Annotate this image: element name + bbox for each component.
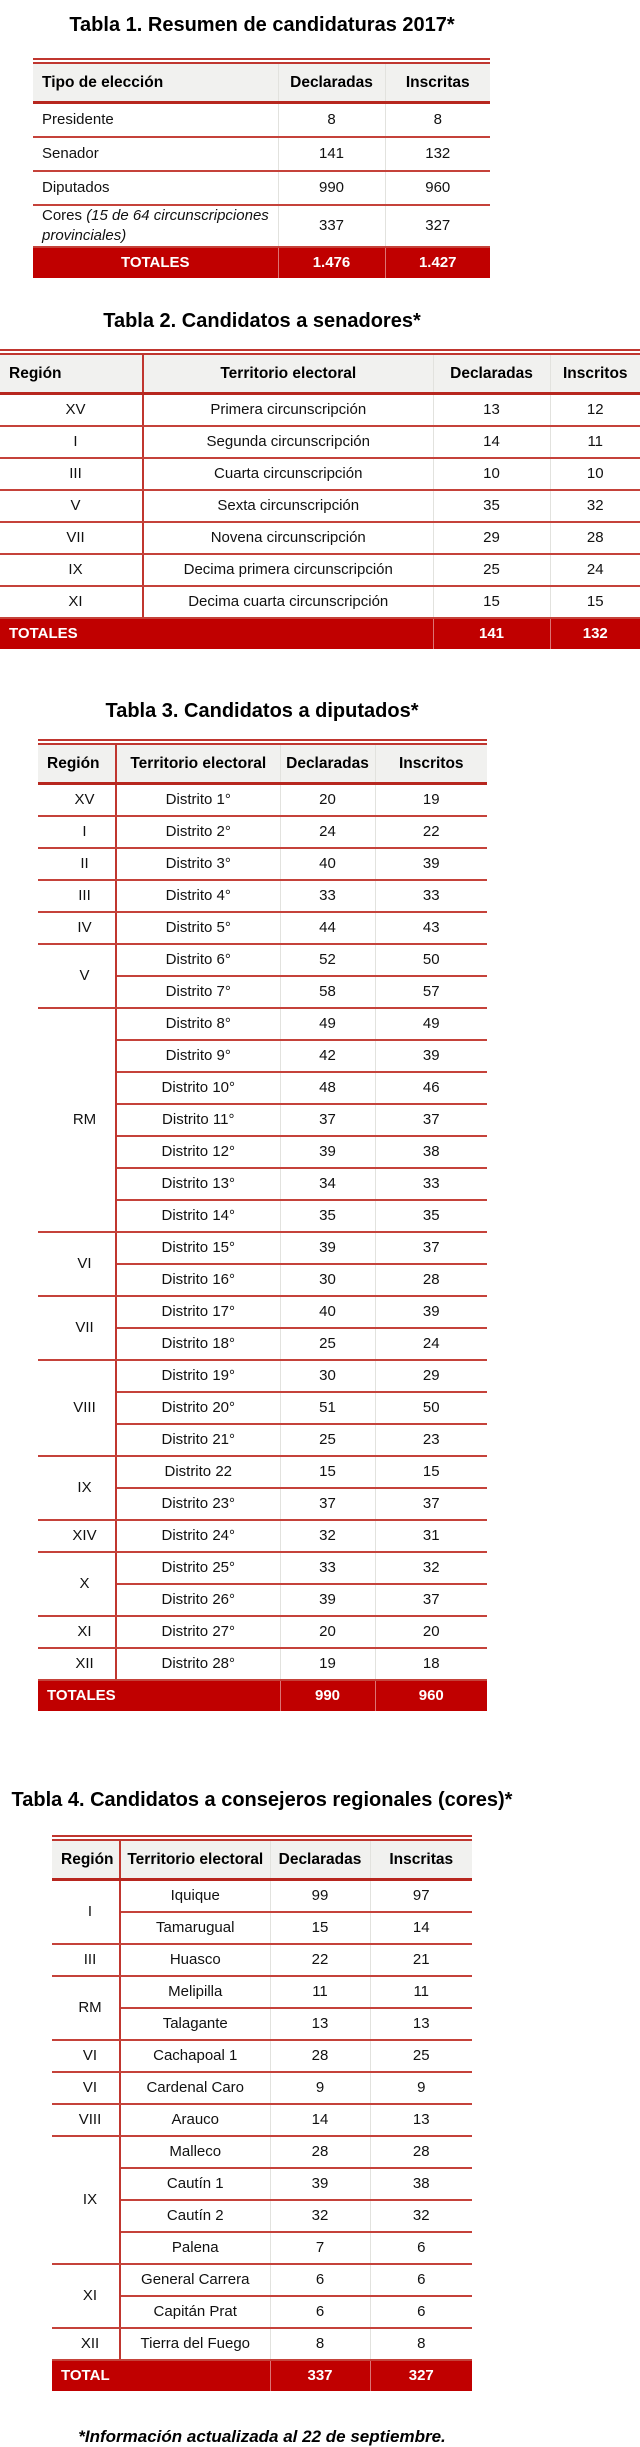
declared-cell: 39 (280, 1232, 375, 1264)
footnote: *Información actualizada al 22 de septiembre. (78, 2427, 446, 2446)
territory-cell: Segunda circunscripción (143, 426, 433, 458)
table-row (38, 1552, 487, 1584)
table-4-frame (52, 1835, 472, 2391)
inscribed-cell: 6 (370, 2296, 472, 2328)
declared-cell: 40 (280, 1296, 375, 1328)
territory-cell: Decima primera circunscripción (143, 554, 433, 586)
totals-label: TOTAL (52, 2360, 270, 2391)
inscribed-cell: 49 (375, 1008, 487, 1040)
declared-cell: 32 (280, 1520, 375, 1552)
table-row (52, 2104, 472, 2136)
table-row (0, 490, 640, 522)
declared-cell: 39 (280, 1584, 375, 1616)
declared-cell: 337 (278, 205, 385, 247)
inscribed-cell: 21 (370, 1944, 472, 1976)
header-row (52, 1840, 472, 1880)
declared-cell: 15 (270, 1912, 370, 1944)
table-row (38, 816, 487, 848)
table-3-section (0, 698, 640, 1711)
inscribed-cell: 31 (375, 1520, 487, 1552)
declared-cell: 6 (270, 2264, 370, 2296)
inscribed-cell: 132 (385, 137, 490, 171)
label-text: Diputados (42, 179, 110, 196)
territory-cell: Distrito 19° (116, 1360, 280, 1392)
territory-cell: Melipilla (120, 1976, 270, 2008)
region-cell: RM (52, 1976, 120, 2040)
table-row (52, 1976, 472, 2008)
inscribed-cell: 6 (370, 2232, 472, 2264)
territory-cell: Novena circunscripción (143, 522, 433, 554)
inscribed-cell: 46 (375, 1072, 487, 1104)
inscribed-cell: 23 (375, 1424, 487, 1456)
declared-cell: 9 (270, 2072, 370, 2104)
column-header: Tipo de elección (33, 63, 278, 103)
table-row (52, 2328, 472, 2360)
declared-cell: 29 (433, 522, 550, 554)
inscribed-cell: 37 (375, 1232, 487, 1264)
table-row (52, 1880, 472, 1913)
column-header: Inscritas (385, 63, 490, 103)
inscribed-cell: 8 (370, 2328, 472, 2360)
territory-cell: Distrito 21° (116, 1424, 280, 1456)
inscribed-cell: 33 (375, 880, 487, 912)
territory-cell: Distrito 13° (116, 1168, 280, 1200)
declared-cell: 30 (280, 1264, 375, 1296)
declared-cell: 22 (270, 1944, 370, 1976)
inscribed-cell: 32 (375, 1552, 487, 1584)
totals-row (38, 1680, 487, 1711)
inscribed-cell: 960 (385, 171, 490, 205)
table-row (38, 1008, 487, 1040)
territory-cell: Distrito 27° (116, 1616, 280, 1648)
territory-cell: Distrito 26° (116, 1584, 280, 1616)
table-row (38, 1520, 487, 1552)
inscribed-cell: 39 (375, 1296, 487, 1328)
declared-cell: 14 (433, 426, 550, 458)
table-row (52, 2040, 472, 2072)
column-header: Región (52, 1840, 120, 1880)
column-header: Territorio electoral (120, 1840, 270, 1880)
inscribed-cell: 29 (375, 1360, 487, 1392)
declared-cell: 13 (270, 2008, 370, 2040)
totals-row (33, 247, 490, 278)
inscribed-cell: 20 (375, 1616, 487, 1648)
region-cell: IX (0, 554, 143, 586)
declared-cell: 30 (280, 1360, 375, 1392)
inscribed-cell: 37 (375, 1584, 487, 1616)
region-cell: II (38, 848, 116, 880)
column-header: Región (38, 744, 116, 784)
table-4-section (0, 1787, 640, 2391)
declared-cell: 49 (280, 1008, 375, 1040)
territory-cell: Distrito 4° (116, 880, 280, 912)
table-1-section (0, 12, 640, 278)
inscribed-cell: 38 (370, 2168, 472, 2200)
declared-cell: 13 (433, 394, 550, 427)
table-row (0, 394, 640, 427)
table-row (38, 1296, 487, 1328)
region-cell: X (38, 1552, 116, 1616)
region-cell: XV (38, 784, 116, 817)
declared-cell: 28 (270, 2136, 370, 2168)
region-cell: IX (52, 2136, 120, 2264)
inscribed-cell: 11 (550, 426, 640, 458)
declared-cell: 25 (280, 1328, 375, 1360)
inscribed-cell: 24 (375, 1328, 487, 1360)
totals-inscribed: 1.427 (385, 247, 490, 278)
territory-cell: Distrito 11° (116, 1104, 280, 1136)
declared-cell: 28 (270, 2040, 370, 2072)
inscribed-cell: 13 (370, 2104, 472, 2136)
territory-cell: Distrito 18° (116, 1328, 280, 1360)
declared-cell: 99 (270, 1880, 370, 1913)
inscribed-cell: 50 (375, 1392, 487, 1424)
territory-cell: Distrito 20° (116, 1392, 280, 1424)
territory-cell: Decima cuarta circunscripción (143, 586, 433, 618)
declared-cell: 51 (280, 1392, 375, 1424)
region-cell: XIV (38, 1520, 116, 1552)
territory-cell: Cuarta circunscripción (143, 458, 433, 490)
territory-cell: Primera circunscripción (143, 394, 433, 427)
table-row (0, 458, 640, 490)
inscribed-cell: 25 (370, 2040, 472, 2072)
inscribed-cell: 37 (375, 1488, 487, 1520)
inscribed-cell: 38 (375, 1136, 487, 1168)
inscribed-cell: 37 (375, 1104, 487, 1136)
totals-row (0, 618, 640, 649)
territory-cell: Capitán Prat (120, 2296, 270, 2328)
inscribed-cell: 24 (550, 554, 640, 586)
territory-cell: Distrito 3° (116, 848, 280, 880)
region-cell: III (38, 880, 116, 912)
inscribed-cell: 14 (370, 1912, 472, 1944)
territory-cell: Tamarugual (120, 1912, 270, 1944)
inscribed-cell: 15 (375, 1456, 487, 1488)
column-header: Inscritos (550, 354, 640, 394)
inscribed-cell: 39 (375, 1040, 487, 1072)
table-2 (0, 353, 640, 649)
inscribed-cell: 9 (370, 2072, 472, 2104)
declared-cell: 24 (280, 816, 375, 848)
declared-cell: 11 (270, 1976, 370, 2008)
table-row (52, 1944, 472, 1976)
table-4-title: Tabla 4. Candidatos a consejeros regionales (cores)* (11, 1789, 513, 1811)
region-cell: III (0, 458, 143, 490)
declared-cell: 14 (270, 2104, 370, 2136)
declared-cell: 6 (270, 2296, 370, 2328)
inscribed-cell: 15 (550, 586, 640, 618)
declared-cell: 990 (278, 171, 385, 205)
region-cell: III (52, 1944, 120, 1976)
declared-cell: 34 (280, 1168, 375, 1200)
region-cell: RM (38, 1008, 116, 1232)
inscribed-cell: 11 (370, 1976, 472, 2008)
totals-inscribed: 132 (550, 618, 640, 649)
region-cell: I (0, 426, 143, 458)
territory-cell: Distrito 10° (116, 1072, 280, 1104)
region-cell: VII (38, 1296, 116, 1360)
inscribed-cell: 43 (375, 912, 487, 944)
region-cell: XII (52, 2328, 120, 2360)
region-cell: VIII (52, 2104, 120, 2136)
table-row (52, 2136, 472, 2168)
declared-cell: 35 (433, 490, 550, 522)
declared-cell: 25 (280, 1424, 375, 1456)
territory-cell: Sexta circunscripción (143, 490, 433, 522)
territory-cell: Distrito 25° (116, 1552, 280, 1584)
territory-cell: Distrito 28° (116, 1648, 280, 1680)
region-cell: XII (38, 1648, 116, 1680)
inscribed-cell: 28 (370, 2136, 472, 2168)
totals-label: TOTALES (0, 618, 433, 649)
inscribed-cell: 22 (375, 816, 487, 848)
inscribed-cell: 13 (370, 2008, 472, 2040)
totals-declared: 990 (280, 1680, 375, 1711)
declared-cell: 48 (280, 1072, 375, 1104)
table-1-title: Tabla 1. Resumen de candidaturas 2017* (69, 14, 455, 36)
table-row (38, 1360, 487, 1392)
inscribed-cell: 50 (375, 944, 487, 976)
inscribed-cell: 32 (550, 490, 640, 522)
declared-cell: 20 (280, 784, 375, 817)
totals-label: TOTALES (33, 247, 278, 278)
territory-cell: Distrito 23° (116, 1488, 280, 1520)
declared-cell: 7 (270, 2232, 370, 2264)
declared-cell: 20 (280, 1616, 375, 1648)
table-4 (52, 1839, 472, 2391)
declared-cell: 37 (280, 1488, 375, 1520)
table-row (38, 1232, 487, 1264)
territory-cell: Distrito 14° (116, 1200, 280, 1232)
label-note: (15 de 64 circunscripciones provinciales) (42, 207, 269, 244)
label-cell (33, 103, 278, 138)
column-header: Inscritos (375, 744, 487, 784)
label-cell (33, 205, 278, 247)
declared-cell: 15 (280, 1456, 375, 1488)
declared-cell: 40 (280, 848, 375, 880)
declared-cell: 42 (280, 1040, 375, 1072)
table-2-section (0, 308, 640, 649)
table-1-frame (33, 58, 490, 278)
header-row (0, 354, 640, 394)
totals-row (52, 2360, 472, 2391)
totals-inscribed: 327 (370, 2360, 472, 2391)
table-row (38, 848, 487, 880)
territory-cell: Iquique (120, 1880, 270, 1913)
region-cell: VIII (38, 1360, 116, 1456)
declared-cell: 44 (280, 912, 375, 944)
territory-cell: Distrito 8° (116, 1008, 280, 1040)
table-2-frame (0, 349, 640, 649)
territory-cell: Distrito 22 (116, 1456, 280, 1488)
column-header: Declaradas (280, 744, 375, 784)
inscribed-cell: 97 (370, 1880, 472, 1913)
territory-cell: Cautín 2 (120, 2200, 270, 2232)
table-row (33, 103, 490, 138)
column-header: Declaradas (270, 1840, 370, 1880)
territory-cell: Distrito 1° (116, 784, 280, 817)
label-text: Presidente (42, 111, 114, 128)
territory-cell: Huasco (120, 1944, 270, 1976)
table-row (38, 1648, 487, 1680)
declared-cell: 39 (280, 1136, 375, 1168)
territory-cell: Distrito 2° (116, 816, 280, 848)
inscribed-cell: 6 (370, 2264, 472, 2296)
table-3 (38, 743, 487, 1711)
inscribed-cell: 18 (375, 1648, 487, 1680)
declared-cell: 32 (270, 2200, 370, 2232)
declared-cell: 8 (278, 103, 385, 138)
declared-cell: 58 (280, 976, 375, 1008)
declared-cell: 39 (270, 2168, 370, 2200)
totals-declared: 1.476 (278, 247, 385, 278)
declared-cell: 141 (278, 137, 385, 171)
table-row (52, 2264, 472, 2296)
inscribed-cell: 8 (385, 103, 490, 138)
table-row (33, 205, 490, 247)
territory-cell: Talagante (120, 2008, 270, 2040)
label-text: Senador (42, 145, 99, 162)
territory-cell: Distrito 24° (116, 1520, 280, 1552)
declared-cell: 37 (280, 1104, 375, 1136)
table-row (0, 586, 640, 618)
column-header: Declaradas (433, 354, 550, 394)
territory-cell: Tierra del Fuego (120, 2328, 270, 2360)
region-cell: V (0, 490, 143, 522)
territory-cell: Arauco (120, 2104, 270, 2136)
table-row (0, 522, 640, 554)
table-row (0, 426, 640, 458)
label-text: Cores (42, 207, 87, 224)
column-header: Región (0, 354, 143, 394)
region-cell: VII (0, 522, 143, 554)
territory-cell: Cautín 1 (120, 2168, 270, 2200)
totals-declared: 337 (270, 2360, 370, 2391)
declared-cell: 35 (280, 1200, 375, 1232)
territory-cell: Palena (120, 2232, 270, 2264)
declared-cell: 25 (433, 554, 550, 586)
column-header: Inscritas (370, 1840, 472, 1880)
table-row (38, 1456, 487, 1488)
table-row (33, 137, 490, 171)
inscribed-cell: 12 (550, 394, 640, 427)
declared-cell: 52 (280, 944, 375, 976)
territory-cell: Cachapoal 1 (120, 2040, 270, 2072)
region-cell: I (38, 816, 116, 848)
region-cell: V (38, 944, 116, 1008)
declared-cell: 8 (270, 2328, 370, 2360)
inscribed-cell: 33 (375, 1168, 487, 1200)
inscribed-cell: 327 (385, 205, 490, 247)
table-row (38, 784, 487, 817)
column-header: Declaradas (278, 63, 385, 103)
table-2-title: Tabla 2. Candidatos a senadores* (103, 310, 421, 332)
table-row (38, 944, 487, 976)
region-cell: VI (38, 1232, 116, 1296)
label-cell (33, 137, 278, 171)
declared-cell: 10 (433, 458, 550, 490)
region-cell: XI (52, 2264, 120, 2328)
region-cell: VI (52, 2040, 120, 2072)
inscribed-cell: 57 (375, 976, 487, 1008)
table-1 (33, 62, 490, 278)
region-cell: I (52, 1880, 120, 1945)
territory-cell: Malleco (120, 2136, 270, 2168)
declared-cell: 15 (433, 586, 550, 618)
territory-cell: Cardenal Caro (120, 2072, 270, 2104)
declared-cell: 33 (280, 1552, 375, 1584)
totals-inscribed: 960 (375, 1680, 487, 1711)
table-3-frame (38, 739, 487, 1711)
totals-declared: 141 (433, 618, 550, 649)
declared-cell: 19 (280, 1648, 375, 1680)
inscribed-cell: 28 (375, 1264, 487, 1296)
territory-cell: Distrito 12° (116, 1136, 280, 1168)
territory-cell: Distrito 17° (116, 1296, 280, 1328)
table-row (38, 1616, 487, 1648)
table-row (33, 171, 490, 205)
table-3-title: Tabla 3. Candidatos a diputados* (105, 700, 419, 722)
territory-cell: Distrito 16° (116, 1264, 280, 1296)
region-cell: IV (38, 912, 116, 944)
table-row (0, 554, 640, 586)
inscribed-cell: 10 (550, 458, 640, 490)
territory-cell: General Carrera (120, 2264, 270, 2296)
inscribed-cell: 39 (375, 848, 487, 880)
header-row (33, 63, 490, 103)
territory-cell: Distrito 15° (116, 1232, 280, 1264)
region-cell: XI (0, 586, 143, 618)
region-cell: XV (0, 394, 143, 427)
label-cell (33, 171, 278, 205)
inscribed-cell: 35 (375, 1200, 487, 1232)
table-row (38, 912, 487, 944)
territory-cell: Distrito 9° (116, 1040, 280, 1072)
totals-label: TOTALES (38, 1680, 280, 1711)
inscribed-cell: 28 (550, 522, 640, 554)
region-cell: XI (38, 1616, 116, 1648)
header-row (38, 744, 487, 784)
column-header: Territorio electoral (116, 744, 280, 784)
declared-cell: 33 (280, 880, 375, 912)
table-row (52, 2072, 472, 2104)
territory-cell: Distrito 6° (116, 944, 280, 976)
territory-cell: Distrito 5° (116, 912, 280, 944)
inscribed-cell: 32 (370, 2200, 472, 2232)
inscribed-cell: 19 (375, 784, 487, 817)
region-cell: VI (52, 2072, 120, 2104)
territory-cell: Distrito 7° (116, 976, 280, 1008)
column-header: Territorio electoral (143, 354, 433, 394)
region-cell: IX (38, 1456, 116, 1520)
table-row (38, 880, 487, 912)
